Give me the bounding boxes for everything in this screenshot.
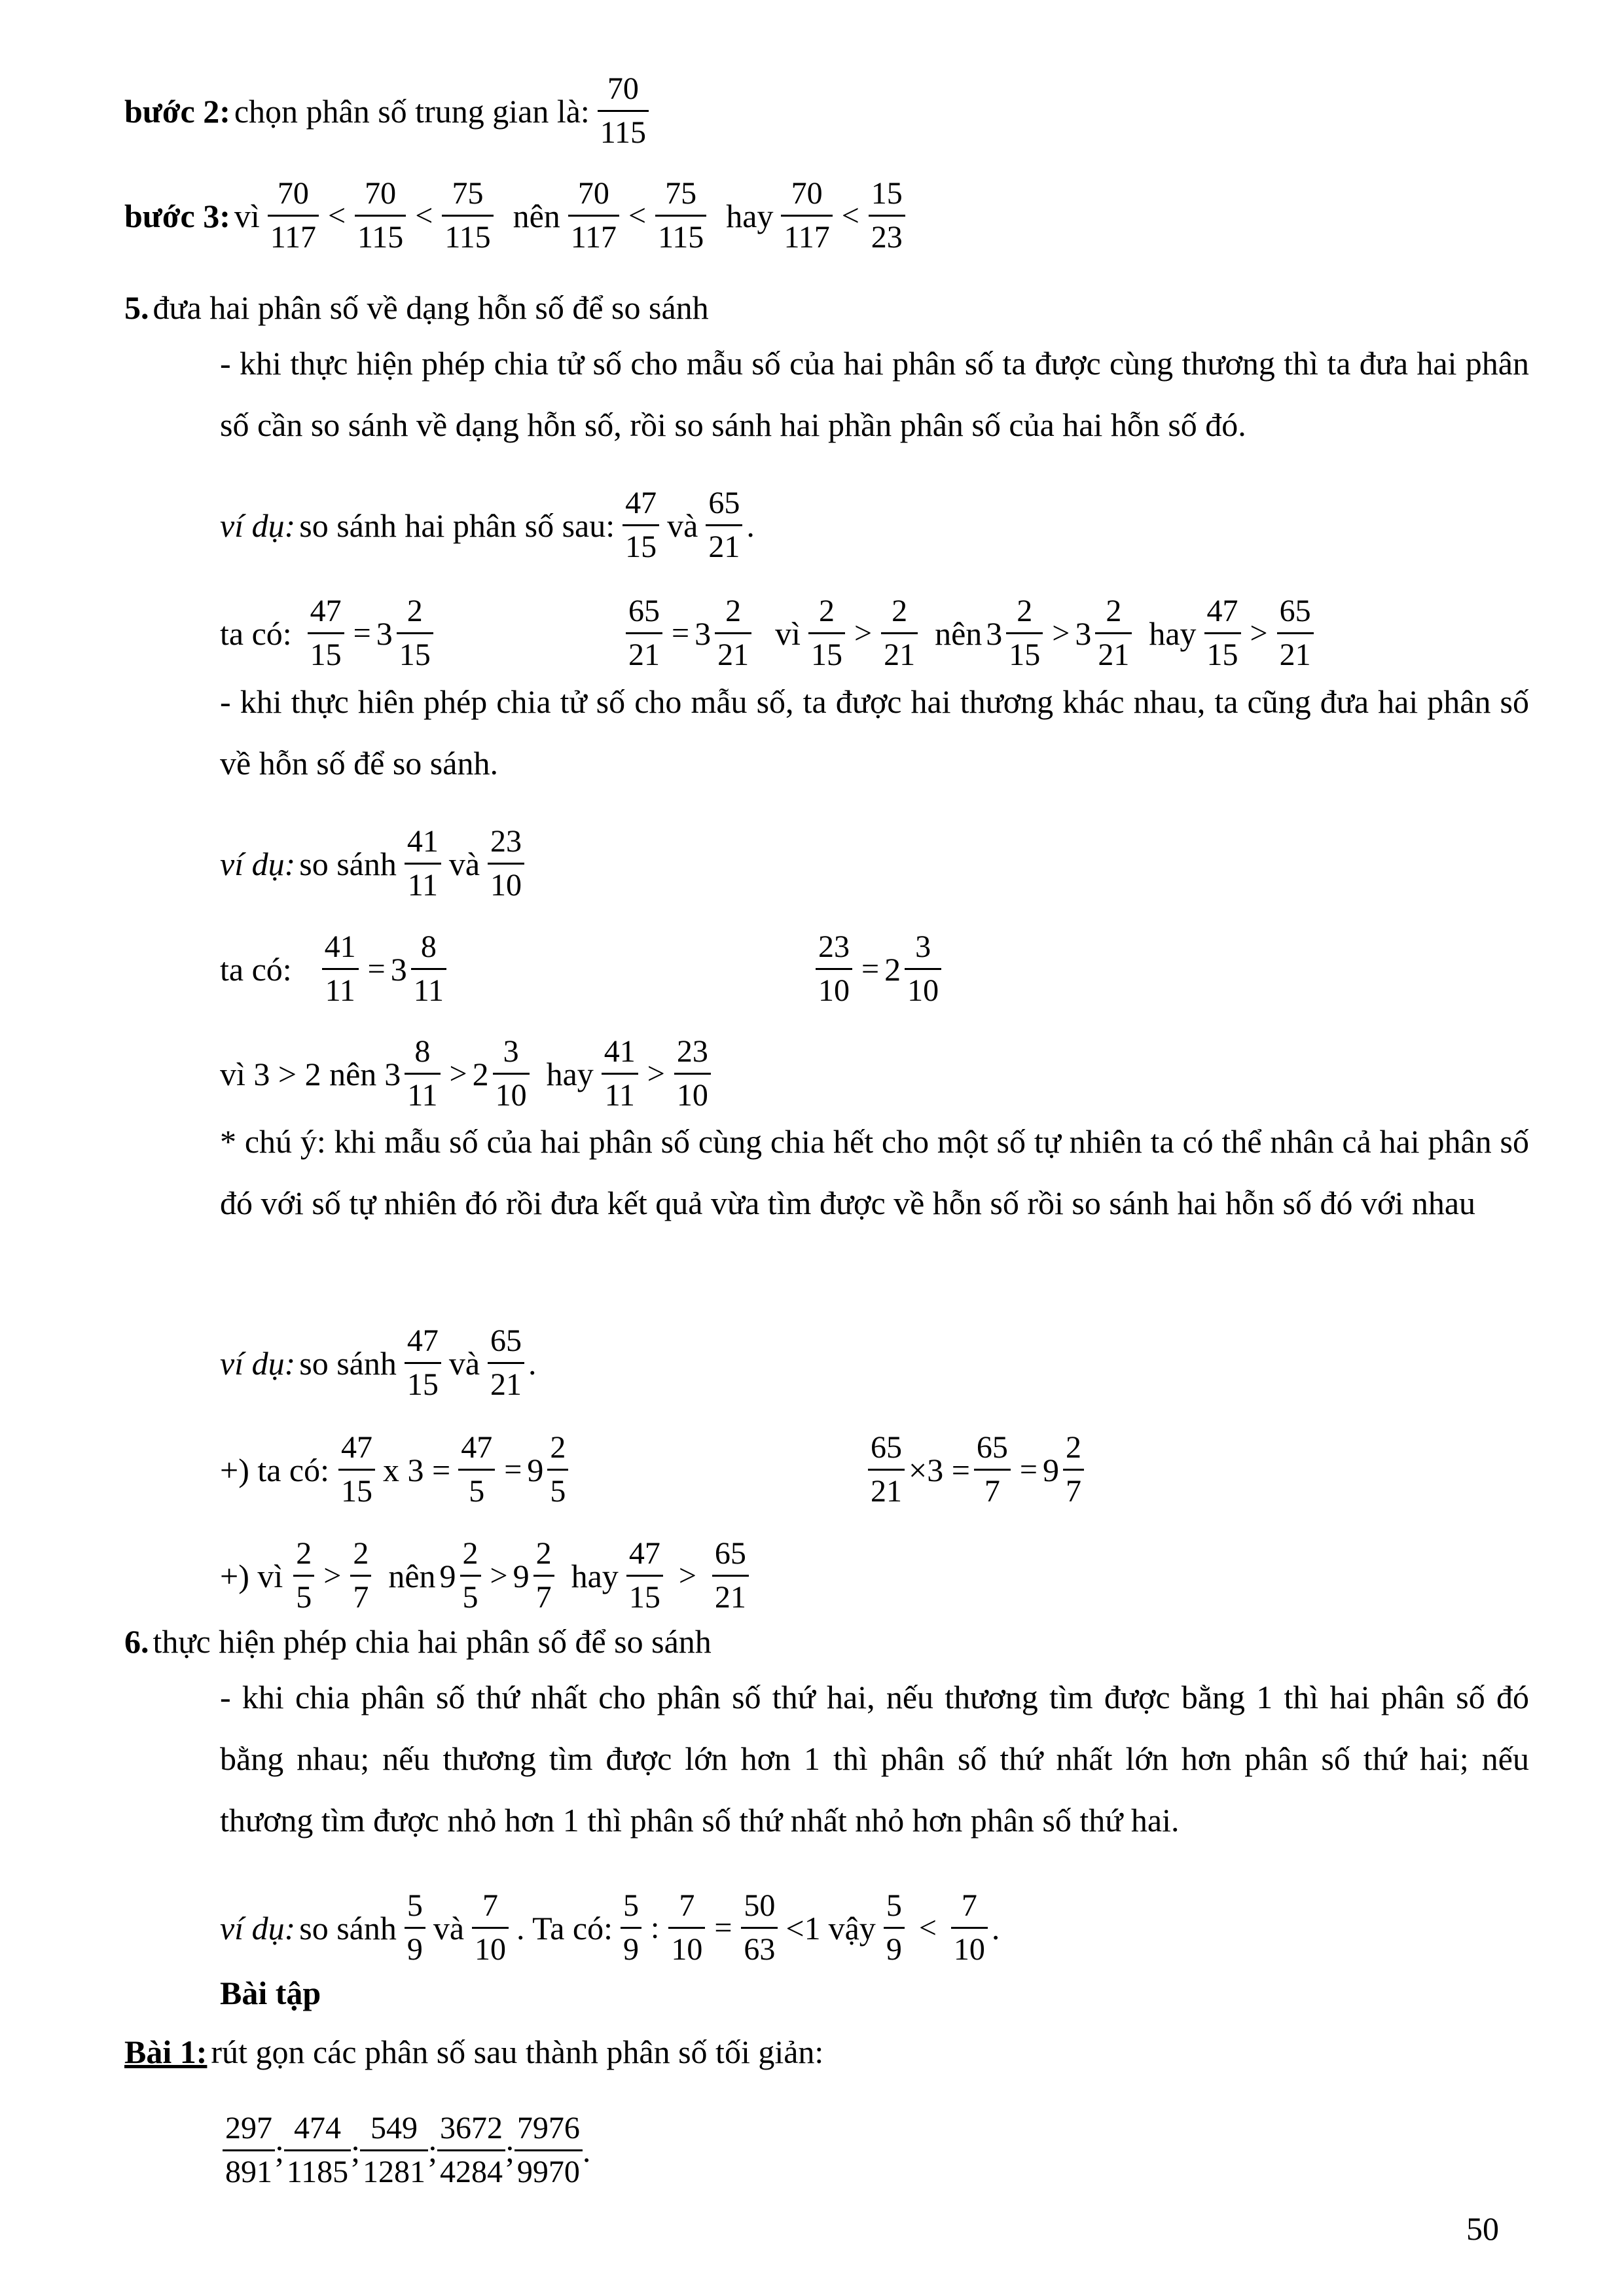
- numerator: 65: [628, 594, 660, 628]
- whole-part: 3: [376, 615, 393, 652]
- numerator: 2: [725, 594, 742, 628]
- denominator: 15: [623, 524, 659, 563]
- numerator: 7: [679, 1888, 695, 1923]
- whole-part: 9: [1042, 1451, 1059, 1488]
- mixed-number: [695, 596, 755, 671]
- denominator: 21: [881, 632, 918, 671]
- numerator: 15: [871, 176, 903, 211]
- denominator: 9: [621, 1927, 641, 1965]
- fraction: [442, 178, 493, 253]
- lt-symbol: <: [415, 198, 433, 233]
- fraction: [488, 826, 524, 901]
- gt-symbol: >: [323, 1558, 342, 1593]
- denominator: 891: [223, 2149, 275, 2188]
- denominator: 11: [602, 1073, 638, 1111]
- whole-part: 2: [472, 1055, 489, 1092]
- gt-symbol: >: [854, 615, 873, 651]
- whole-part: 3: [390, 950, 407, 988]
- fraction: [881, 596, 918, 671]
- numerator: 474: [294, 2111, 342, 2145]
- fraction: [458, 1432, 495, 1507]
- denominator: 5: [293, 1575, 314, 1613]
- fraction: [715, 596, 751, 671]
- example-label: ví dụ:: [220, 1909, 296, 1946]
- equals-symbol: =: [672, 615, 690, 651]
- fraction: [493, 1036, 530, 1111]
- numerator: 65: [1279, 594, 1311, 628]
- text: so sánh: [299, 1344, 397, 1382]
- denominator: 1185: [284, 2149, 351, 2188]
- fraction: [568, 178, 619, 253]
- gt-symbol: >: [647, 1056, 665, 1091]
- denominator: 9: [405, 1927, 425, 1965]
- denominator: 15: [308, 632, 344, 671]
- numerator: 7: [482, 1888, 499, 1923]
- numerator: 2: [892, 594, 908, 628]
- mixed-number: [527, 1432, 572, 1507]
- denominator: 21: [488, 1362, 524, 1401]
- fraction: [598, 73, 649, 149]
- text: nên: [935, 615, 983, 652]
- denominator: 1281: [360, 2149, 428, 2188]
- fraction: [293, 1538, 314, 1613]
- fraction: [1006, 596, 1043, 671]
- numerator: 75: [452, 176, 484, 211]
- lt-symbol: <: [918, 1910, 937, 1945]
- text: .: [528, 1344, 537, 1382]
- fraction: [411, 931, 446, 1007]
- numerator: 5: [886, 1888, 902, 1923]
- denominator: 117: [268, 215, 319, 253]
- text: so sánh hai phân số sau:: [299, 507, 615, 544]
- mixed-number: [384, 1036, 444, 1111]
- fraction: [951, 1890, 988, 1965]
- text: vì 3 > 2 nên: [220, 1055, 377, 1092]
- text: +) vì: [220, 1557, 283, 1594]
- text: và: [448, 1344, 480, 1382]
- numerator: 65: [490, 1323, 522, 1358]
- numerator: 47: [341, 1430, 373, 1465]
- whole-part: 9: [513, 1557, 530, 1594]
- denominator: 10: [674, 1073, 711, 1111]
- fraction: [405, 826, 441, 901]
- fraction: [1063, 1432, 1084, 1507]
- text: +) ta có:: [220, 1451, 330, 1488]
- numerator: 70: [277, 176, 309, 211]
- fraction: [360, 2113, 428, 2188]
- denominator: 21: [706, 524, 742, 563]
- fraction: [816, 931, 852, 1007]
- section-5-paragraph-2: - khi thực hiên phép chia tử số cho mẫu số, ta được hai thương khác nhau, ta cũng đưa hai phân số về hỗn số để so sánh.: [220, 683, 1529, 781]
- fraction: [781, 178, 832, 253]
- denominator: 15: [338, 1469, 375, 1507]
- mixed-number: [473, 1036, 533, 1111]
- fraction: [338, 1432, 375, 1507]
- exercises-heading: [220, 1973, 321, 2013]
- numerator: 70: [791, 176, 823, 211]
- text: vậy: [828, 1909, 876, 1946]
- gt-symbol: >: [678, 1558, 696, 1593]
- fraction: [284, 2113, 351, 2188]
- exercises-title: Bài tập: [220, 1975, 321, 2011]
- numerator: 8: [414, 1034, 431, 1069]
- colon-symbol: :: [650, 1910, 660, 1945]
- numerator: 2: [535, 1536, 552, 1571]
- text: so sánh: [299, 845, 397, 882]
- step2-line: [124, 73, 653, 149]
- denominator: 117: [568, 215, 619, 253]
- denominator: 10: [493, 1073, 530, 1111]
- exercise-label: Bài 1:: [124, 2034, 208, 2070]
- text: hay: [1149, 615, 1197, 652]
- fraction: [488, 1325, 524, 1401]
- gt-symbol: >: [490, 1558, 508, 1593]
- separator: ;: [351, 2132, 361, 2169]
- denominator: 15: [1204, 632, 1241, 671]
- numerator: 23: [676, 1034, 708, 1069]
- fraction: [472, 1890, 509, 1965]
- text: vì: [234, 197, 260, 234]
- numerator: 2: [550, 1430, 566, 1465]
- mixed-number: [986, 596, 1047, 671]
- denominator: 23: [869, 215, 905, 253]
- text: và: [433, 1909, 465, 1946]
- text: hay: [726, 197, 774, 234]
- numerator: 8: [420, 929, 437, 964]
- equals-symbol: =: [353, 615, 371, 651]
- example-3: [220, 1325, 537, 1401]
- numerator: 50: [744, 1888, 776, 1923]
- numerator: 297: [225, 2111, 272, 2145]
- lt-symbol: <: [327, 198, 346, 233]
- fraction: [868, 1432, 905, 1507]
- numerator: 70: [577, 176, 609, 211]
- denominator: 15: [1006, 632, 1043, 671]
- numerator: 2: [1065, 1430, 1081, 1465]
- fraction: [460, 1538, 481, 1613]
- section-6-heading: [124, 1622, 715, 1661]
- denominator: 21: [1277, 632, 1314, 671]
- text: rút gọn các phân số sau thành phân số tối giản:: [211, 2034, 824, 2070]
- fraction: [668, 1890, 705, 1965]
- numerator: 5: [406, 1888, 423, 1923]
- denominator: 63: [741, 1927, 778, 1965]
- denominator: 5: [547, 1469, 568, 1507]
- ta-co-1-left: [220, 596, 437, 671]
- numerator: 75: [665, 176, 697, 211]
- text: <1: [785, 1909, 821, 1946]
- mixed-number: [513, 1538, 558, 1613]
- text: . Ta có:: [516, 1909, 613, 1946]
- text: nên: [513, 197, 560, 234]
- numerator: 2: [406, 594, 423, 628]
- numerator: 2: [1106, 594, 1122, 628]
- denominator: 15: [808, 632, 845, 671]
- fraction: [626, 1538, 663, 1613]
- fraction: [514, 2113, 583, 2188]
- fraction: [533, 1538, 554, 1613]
- exercise-1: [124, 2032, 827, 2072]
- step3-label: bước 3:: [124, 197, 230, 234]
- text: hay: [546, 1055, 594, 1092]
- numerator: 47: [461, 1430, 493, 1465]
- numerator: 65: [976, 1430, 1008, 1465]
- denominator: 115: [655, 215, 706, 253]
- denominator: 115: [355, 215, 406, 253]
- fraction: [405, 1036, 440, 1111]
- fraction: [884, 1890, 905, 1965]
- step2-label: bước 2:: [124, 92, 230, 130]
- note-paragraph: * chú ý: khi mẫu số của hai phân số cùng chia hết cho một số tự nhiên ta có thể nhân cả hai phân số đó với số tự nhiên đó rồi đưa kết quả vừa tìm được về hỗn số rồi so sánh hai hỗn số đó với nhau: [220, 1123, 1529, 1221]
- text: hay: [571, 1557, 619, 1594]
- denominator: 5: [458, 1469, 495, 1507]
- mixed-number: [1043, 1432, 1088, 1507]
- numerator: 2: [296, 1536, 312, 1571]
- text: và: [667, 507, 698, 544]
- denominator: 11: [411, 968, 446, 1007]
- fraction: [655, 178, 706, 253]
- conclusion-2: [220, 1036, 715, 1111]
- mixed-number: [391, 931, 450, 1007]
- text: vì: [775, 615, 801, 652]
- separator: ;: [505, 2132, 514, 2169]
- fraction: [674, 1036, 711, 1111]
- denominator: 11: [405, 1073, 440, 1111]
- denominator: 115: [442, 215, 493, 253]
- fraction: [1204, 596, 1241, 671]
- text: .: [991, 1909, 1000, 1946]
- ta-co-1-right: [622, 596, 1318, 671]
- denominator: 21: [715, 632, 751, 671]
- ta-co-3-right: [864, 1432, 1088, 1507]
- section-5-paragraph-1: - khi thực hiện phép chia tử số cho mẫu số của hai phân số ta được cùng thương thì ta đưa hai phân số cần so sánh về dạng hỗn số, rồi so sánh hai phần phân số của hai hỗn số đó.: [220, 345, 1529, 443]
- whole-part: 3: [986, 615, 1003, 652]
- ta-co-2-right: [812, 931, 945, 1007]
- separator: ;: [275, 2132, 284, 2169]
- denominator: 117: [781, 215, 832, 253]
- fraction: [626, 596, 662, 671]
- example-label: ví dụ:: [220, 845, 296, 882]
- numerator: 23: [490, 824, 522, 859]
- denominator: 21: [626, 632, 662, 671]
- denominator: 21: [868, 1469, 905, 1507]
- example-2: [220, 826, 528, 901]
- mixed-number: [376, 596, 437, 671]
- denominator: 10: [905, 968, 941, 1007]
- section-6-paragraph: - khi chia phân số thứ nhất cho phân số thứ hai, nếu thương tìm được bằng 1 thì hai phân số đó bằng nhau; nếu thương tìm được lớn hơn 1 thì phân số thứ nhất lớn hơn phân số thứ hai; nếu thương tìm được nhỏ hơn 1 thì phân số thứ nhất nhỏ hơn phân số thứ hai.: [220, 1679, 1529, 1839]
- whole-part: 9: [439, 1557, 456, 1594]
- denominator: 5: [460, 1575, 481, 1613]
- numerator: 549: [370, 2111, 418, 2145]
- exercise-1-fractions: [223, 2113, 590, 2188]
- ta-co-2-left: [220, 931, 450, 1007]
- denominator: 15: [405, 1362, 441, 1401]
- fraction: [974, 1432, 1011, 1507]
- denominator: 11: [405, 863, 441, 901]
- example-4: [220, 1890, 1000, 1965]
- denominator: 21: [1095, 632, 1132, 671]
- section-number: 6.: [124, 1623, 149, 1660]
- numerator: 3: [503, 1034, 519, 1069]
- text: .: [746, 507, 755, 544]
- section-5-heading: [124, 288, 713, 327]
- fraction: [1277, 596, 1314, 671]
- gt-symbol: >: [449, 1056, 467, 1091]
- fraction: [712, 1538, 749, 1613]
- denominator: 9970: [514, 2149, 583, 2188]
- numerator: 65: [871, 1430, 902, 1465]
- page-number-text: 50: [1466, 2210, 1499, 2247]
- section-title: đưa hai phân số về dạng hỗn số để so sánh: [153, 289, 709, 326]
- fraction: [350, 1538, 371, 1613]
- whole-part: 3: [695, 615, 712, 652]
- denominator: 15: [397, 632, 433, 671]
- gt-symbol: >: [1250, 615, 1268, 651]
- denominator: 10: [668, 1927, 705, 1965]
- numerator: 47: [628, 1536, 660, 1571]
- equals-symbol: =: [861, 951, 880, 986]
- fraction: [621, 1890, 641, 1965]
- gt-symbol: >: [1052, 615, 1070, 651]
- text: so sánh: [299, 1909, 397, 1946]
- numerator: 41: [604, 1034, 636, 1069]
- equals-symbol: =: [1019, 1452, 1038, 1487]
- page-number: [1466, 2209, 1499, 2248]
- conclusion-3: [220, 1538, 753, 1613]
- fraction: [602, 1036, 638, 1111]
- mixed-number: [884, 931, 945, 1007]
- fraction: [322, 931, 359, 1007]
- lt-symbol: <: [628, 198, 647, 233]
- section-title: thực hiện phép chia hai phân số để so sánh: [153, 1623, 712, 1660]
- fraction: [905, 931, 941, 1007]
- denominator: 7: [533, 1575, 554, 1613]
- fraction: [223, 2113, 275, 2188]
- text: .: [582, 2132, 591, 2169]
- denominator: 9: [884, 1927, 905, 1965]
- fraction: [308, 596, 344, 671]
- text: x 3 =: [383, 1451, 451, 1488]
- example-label: ví dụ:: [220, 1344, 296, 1382]
- fraction: [741, 1890, 778, 1965]
- whole-part: 9: [527, 1451, 544, 1488]
- example-1: [220, 488, 755, 563]
- denominator: 10: [488, 863, 524, 901]
- numerator: 2: [818, 594, 835, 628]
- fraction: [268, 178, 319, 253]
- separator: ;: [428, 2132, 437, 2169]
- mixed-number: [440, 1538, 485, 1613]
- denominator: 115: [598, 110, 649, 149]
- fraction: [405, 1890, 425, 1965]
- numerator: 7: [961, 1888, 977, 1923]
- numerator: 3672: [439, 2111, 503, 2145]
- step2-text: chọn phân số trung gian là:: [234, 92, 590, 130]
- section-number: 5.: [124, 289, 149, 326]
- text: ta có:: [220, 615, 292, 652]
- text: nên: [388, 1557, 436, 1594]
- numerator: 2: [1017, 594, 1033, 628]
- numerator: 7976: [516, 2111, 580, 2145]
- fraction: [405, 1325, 441, 1401]
- numerator: 47: [406, 1323, 439, 1358]
- denominator: 7: [350, 1575, 371, 1613]
- denominator: 10: [816, 968, 852, 1007]
- numerator: 70: [607, 71, 639, 106]
- mixed-number: [1075, 596, 1136, 671]
- denominator: 11: [322, 968, 359, 1007]
- text: và: [448, 845, 480, 882]
- text: ×3 =: [909, 1451, 970, 1488]
- whole-part: 3: [1075, 615, 1092, 652]
- example-label: ví dụ:: [220, 507, 296, 544]
- numerator: 65: [708, 486, 740, 520]
- whole-part: 2: [884, 950, 901, 988]
- fraction: [1095, 596, 1132, 671]
- fraction: [437, 2113, 505, 2188]
- fraction: [869, 178, 905, 253]
- lt-symbol: <: [841, 198, 859, 233]
- numerator: 3: [915, 929, 931, 964]
- equals-symbol: =: [714, 1910, 732, 1945]
- denominator: 7: [1063, 1469, 1084, 1507]
- numerator: 2: [353, 1536, 369, 1571]
- numerator: 41: [324, 929, 356, 964]
- numerator: 47: [310, 594, 342, 628]
- numerator: 47: [1206, 594, 1238, 628]
- equals-symbol: =: [504, 1452, 522, 1487]
- fraction: [808, 596, 845, 671]
- denominator: 7: [974, 1469, 1011, 1507]
- denominator: 10: [951, 1927, 988, 1965]
- numerator: 65: [714, 1536, 746, 1571]
- denominator: 10: [472, 1927, 509, 1965]
- fraction: [706, 488, 742, 563]
- numerator: 2: [462, 1536, 478, 1571]
- fraction: [623, 488, 659, 563]
- ta-co-3-left: [220, 1432, 572, 1507]
- numerator: 47: [625, 486, 657, 520]
- denominator: 15: [626, 1575, 663, 1613]
- fraction: [355, 178, 406, 253]
- denominator: 4284: [437, 2149, 505, 2188]
- step3-line: [124, 178, 909, 253]
- text: ta có:: [220, 950, 292, 988]
- denominator: 21: [712, 1575, 749, 1613]
- numerator: 23: [818, 929, 850, 964]
- fraction: [547, 1432, 568, 1507]
- numerator: 70: [365, 176, 397, 211]
- whole-part: 3: [384, 1055, 401, 1092]
- equals-symbol: =: [367, 951, 386, 986]
- numerator: 5: [623, 1888, 639, 1923]
- fraction: [397, 596, 433, 671]
- numerator: 41: [406, 824, 439, 859]
